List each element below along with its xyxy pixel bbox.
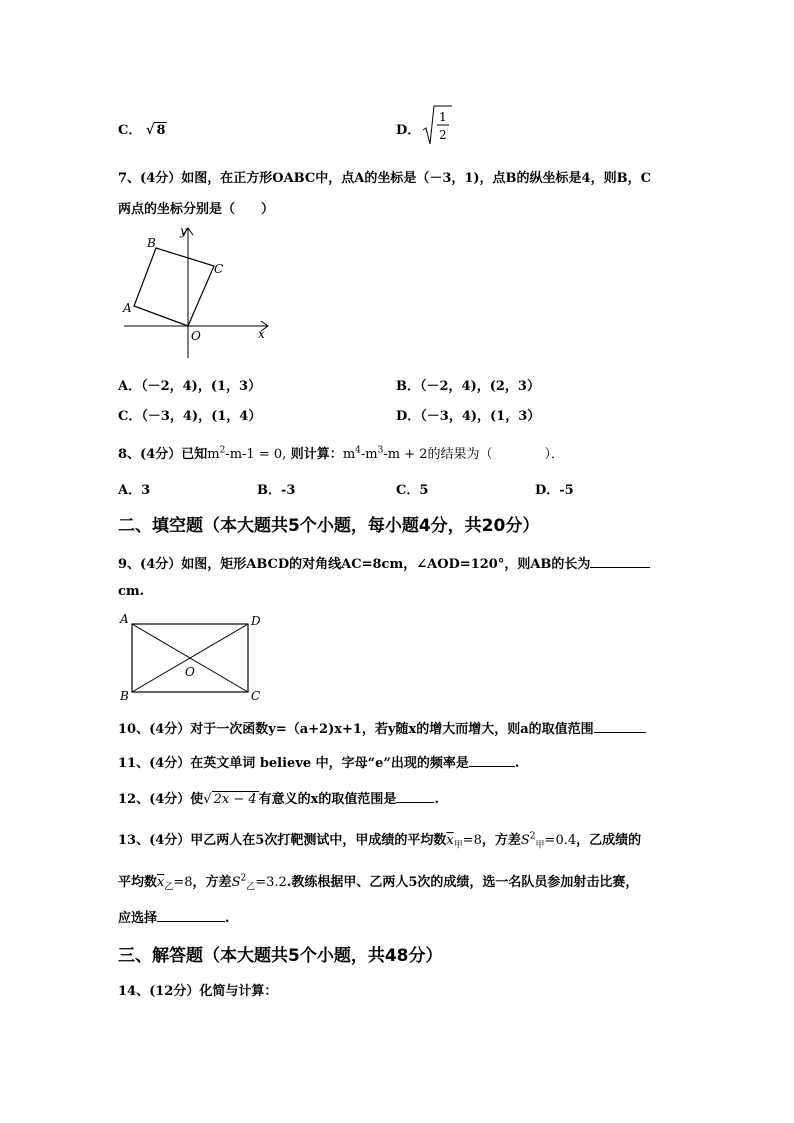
q13-line3: 应选择 . — [118, 911, 230, 926]
q7-line2: 两点的坐标分别是（ ） — [118, 202, 275, 217]
sqrt-fraction-figure — [422, 104, 454, 146]
answer-blank[interactable] — [469, 754, 515, 767]
section-3-title: 三、解答题（本大题共5个小题，共48分） — [118, 946, 443, 966]
q11: 11、(4分）在英文单词 believe 中，字母“e”出现的频率是 . — [118, 756, 520, 771]
q7-option-a: A．（－2，4)，(1，3） — [118, 379, 262, 394]
label-a: A — [120, 612, 129, 626]
answer-blank[interactable] — [157, 909, 225, 922]
label-o: O — [185, 665, 195, 679]
q9-figure — [116, 610, 268, 704]
q12: 12、(4分）使√ 2x − 4 有意义的x的取值范围是 . — [118, 792, 439, 807]
option-d-prev — [396, 119, 420, 138]
q9-line1: 9、(4分）如图，矩形ABCD的对角线AC=8cm，∠AOD=120°，则AB的长为 — [118, 553, 650, 572]
label-c: C — [214, 262, 224, 276]
q8-option-a: A．3 — [118, 483, 151, 498]
q7-figure — [118, 222, 278, 360]
sqrt-expression: √ 2x − 4 — [203, 792, 257, 807]
section-2-title: 二、填空题（本大题共5个小题，每小题4分，共20分） — [118, 516, 540, 536]
label-y: y — [180, 224, 187, 238]
option-c-prev — [118, 119, 167, 138]
q8-stem: 8、(4分）已知$m^2-m-1 = 0$, 则计算：$m^4-m^3-m + 2$的结果为（ ）． — [118, 445, 564, 462]
label-a: A — [123, 301, 132, 315]
answer-blank[interactable] — [594, 720, 646, 733]
label-b: B — [120, 689, 129, 703]
q13-line2: 平均数$\overline{x}_乙=8$，方差$S^2_乙=3.2$.教练根据甲、乙两人5次的成绩，选一名队员参加射击比赛， — [118, 873, 639, 893]
square-oabc — [134, 248, 214, 326]
label-d: D — [251, 614, 261, 628]
q7-line1: 7、(4分）如图，在正方形OABC中，点A的坐标是（－3，1)，点B的纵坐标是4，则B，C — [118, 171, 651, 186]
q9-line2: cm. — [118, 584, 145, 599]
sqrt-expression: √ 8 — [145, 123, 166, 138]
label-c: C — [251, 689, 261, 703]
q10: 10、(4分）对于一次函数y=（a+2)x+1，若y随x的增大而增大，则a的取值范围 — [118, 718, 646, 737]
q7-option-d: D．（－3，4)，(1，3） — [396, 409, 541, 424]
q13-line1: 13、(4分）甲乙两人在5次打靶测试中，甲成绩的平均数$\overline{x}_甲=8$，方差$S^2_甲=0.4$，乙成绩的 — [118, 831, 642, 851]
q8-option-d: D．-5 — [535, 483, 574, 498]
q8-option-c: C．5 — [396, 483, 429, 498]
label-x: x — [258, 327, 265, 341]
answer-blank[interactable] — [590, 555, 650, 568]
answer-blank[interactable] — [396, 790, 434, 803]
q8-condition: $m^2-m-1 = 0$, — [207, 445, 287, 462]
option-label: D． — [396, 123, 421, 138]
frac-den: 2 — [439, 128, 447, 142]
q7-option-c: C．（－3，4)，(1，4） — [118, 409, 262, 424]
q7-option-b: B．（－2，4)，(2，3） — [396, 379, 540, 394]
frac-num: 1 — [439, 110, 447, 124]
label-b: B — [147, 236, 156, 250]
q8-option-b: B．-3 — [257, 483, 296, 498]
q8-expression: $m^4-m^3-m + 2$的结果为（ ）． — [342, 445, 564, 462]
option-label: C． — [118, 123, 142, 138]
label-o: O — [191, 329, 201, 343]
sqrt-fraction — [422, 104, 454, 150]
q14: 14、(12分）化简与计算： — [118, 984, 278, 999]
